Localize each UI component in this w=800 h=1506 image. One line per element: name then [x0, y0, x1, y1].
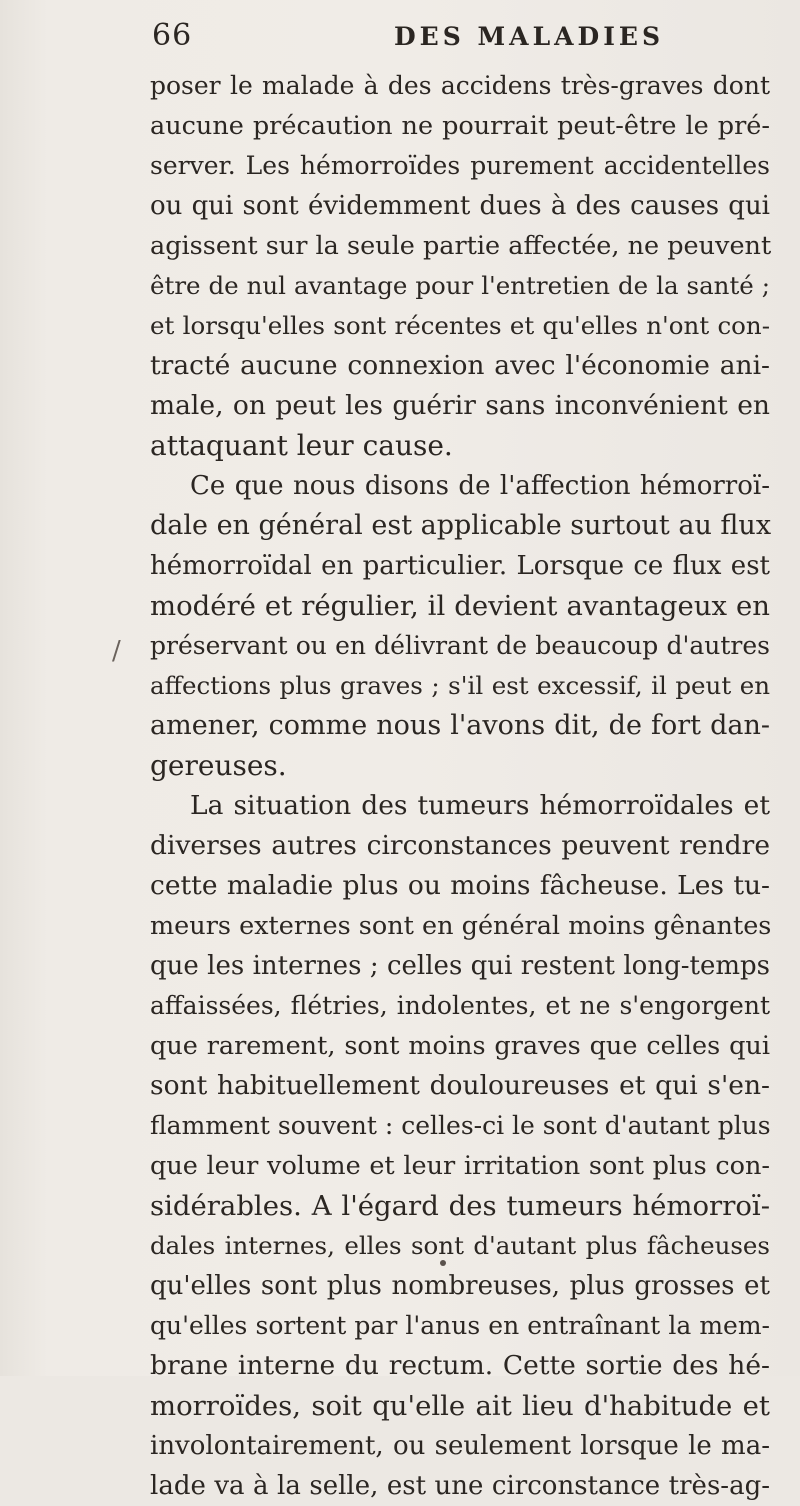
text-line: ou qui sont évidemment dues à des causes qui	[150, 191, 770, 221]
text-line: tracté aucune connexion avec l'économie ani-	[150, 350, 770, 381]
text-line: et lorsqu'elles sont récentes et qu'elles n'ont con-	[150, 311, 770, 340]
text-line: qu'elles sortent par l'anus en entraînant la mem-	[150, 1311, 770, 1340]
text-line: dale en général est applicable surtout au flux	[150, 510, 772, 541]
text-line: dales internes, elles sont d'autant plus fâcheuses	[150, 1231, 770, 1260]
text-line: que rarement, sont moins graves que celles qui	[150, 1031, 770, 1061]
text-line: être de nul avantage pour l'entretien de la santé ;	[150, 271, 770, 300]
running-head: DES MALADIES	[394, 22, 665, 51]
text-line: que leur volume et leur irritation sont plus con-	[150, 1151, 770, 1181]
text-line: meurs externes sont en général moins gênantes	[150, 911, 772, 941]
text-line: male, on peut les guérir sans inconvénient en	[150, 390, 770, 421]
text-line: Ce que nous disons de l'affection hémorroï-	[190, 471, 770, 501]
body-text	[150, 66, 770, 1506]
text-line: poser le malade à des accidens très-graves dont	[150, 71, 770, 100]
text-line: modéré et régulier, il devient avantageux en	[150, 590, 770, 622]
ink-speck	[440, 1260, 446, 1266]
text-line: qu'elles sont plus nombreuses, plus grosses et	[150, 1271, 770, 1301]
text-line: attaquant leur cause.	[150, 429, 453, 462]
paragraph-1	[150, 66, 770, 466]
text-line: diverses autres circonstances peuvent rendre	[150, 830, 770, 861]
text-line: involontairement, ou seulement lorsque le ma-	[150, 1431, 770, 1461]
text-line: affections plus graves ; s'il est excessif, il peut en	[150, 671, 770, 700]
text-line: sont habituellement douloureuses et qui s'en-	[150, 1070, 770, 1101]
paragraph-2	[150, 466, 770, 786]
text-line: affaissées, flétries, indolentes, et ne s'engorgent	[150, 991, 770, 1020]
text-line: La situation des tumeurs hémorroïdales et	[190, 790, 770, 821]
text-line: aucune précaution ne pourrait peut-être le pré-	[150, 111, 770, 141]
paragraph-3	[150, 786, 770, 1506]
text-line: gereuses.	[150, 749, 287, 782]
text-line: que les internes ; celles qui restent long-temps	[150, 951, 770, 981]
text-line: sidérables. A l'égard des tumeurs hémorroï-	[150, 1190, 770, 1222]
text-line: préservant ou en délivrant de beaucoup d'autres	[150, 631, 770, 660]
margin-mark: /	[112, 636, 121, 666]
text-line: cette maladie plus ou moins fâcheuse. Les tu-	[150, 870, 770, 901]
text-line: lade va à la selle, est une circonstance très-ag-	[150, 1471, 770, 1501]
text-line: server. Les hémorroïdes purement accidentelles	[150, 151, 770, 180]
text-line: agissent sur la seule partie affectée, ne peuvent	[150, 231, 772, 261]
text-line: brane interne du rectum. Cette sortie des hé-	[150, 1350, 770, 1381]
text-line: flamment souvent : celles-ci le sont d'autant plus	[150, 1111, 771, 1140]
text-line: morroïdes, soit qu'elle ait lieu d'habitude et	[150, 1390, 770, 1422]
page-header	[152, 18, 752, 62]
text-line: amener, comme nous l'avons dit, de fort dan-	[150, 710, 770, 741]
page-number: 66	[152, 18, 193, 53]
text-line: hémorroïdal en particulier. Lorsque ce flux est	[150, 551, 770, 581]
